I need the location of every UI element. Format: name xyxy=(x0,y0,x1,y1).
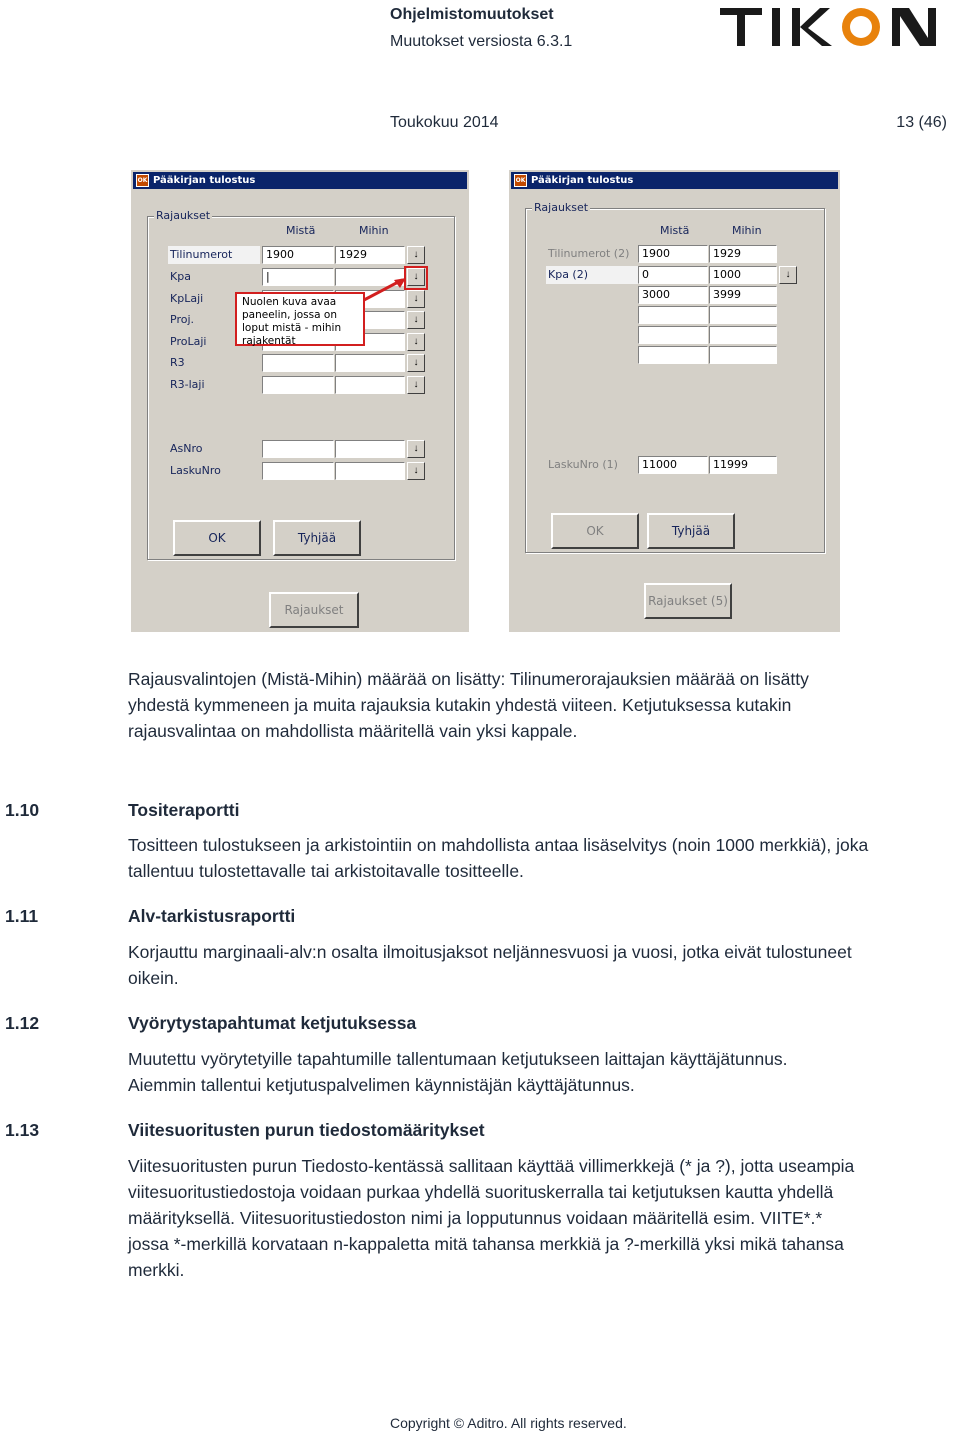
right-from-field[interactable]: 11000 xyxy=(638,456,708,474)
section-text: merkki. xyxy=(128,1260,185,1280)
left-dialog xyxy=(131,170,469,632)
left-to-field[interactable]: 1929 xyxy=(335,246,405,264)
right-row-label xyxy=(546,326,638,344)
right-to-field[interactable]: 3999 xyxy=(709,286,777,304)
expand-arrow-icon[interactable]: ↓ xyxy=(407,440,425,458)
section-number: 1.12 xyxy=(5,1013,40,1033)
left-from-field[interactable] xyxy=(262,354,334,372)
right-dialog-title: Pääkirjan tulostus xyxy=(531,175,634,186)
right-from-field[interactable]: 3000 xyxy=(638,286,708,304)
left-group-label: Rajaukset xyxy=(156,209,211,222)
expand-arrow-icon[interactable]: ↓ xyxy=(407,462,425,480)
right-dialog xyxy=(509,170,840,632)
section-text: Aiemmin tallentui ketjutuspalvelimen käynnistäjän käyttäjätunnus. xyxy=(128,1075,635,1095)
app-icon: OK xyxy=(514,174,527,187)
section-text: Viitesuoritusten purun Tiedosto-kentässä sallitaan käyttää villimerkkejä (* ja ?), jotta useampia xyxy=(128,1156,855,1176)
right-limits-button[interactable]: Rajaukset (5) xyxy=(644,583,732,619)
left-row-label: R3 xyxy=(170,356,185,369)
copyright-footer: Copyright © Aditro. All rights reserved. xyxy=(390,1415,627,1431)
left-to-field[interactable] xyxy=(335,376,405,394)
right-from-field[interactable]: 1900 xyxy=(638,245,708,263)
left-row-label: Tilinumerot xyxy=(168,246,260,264)
callout-arrow xyxy=(360,274,410,304)
expand-arrow-icon[interactable]: ↓ xyxy=(407,268,425,286)
section-title: Viitesuoritusten purun tiedostomääritykset xyxy=(128,1120,485,1140)
left-row-label: LaskuNro xyxy=(170,464,221,477)
document-title: Ohjelmistomuutokset xyxy=(390,6,554,23)
left-ok-button[interactable]: OK xyxy=(173,520,261,556)
intro-line-1: Rajausvalintojen (Mistä-Mihin) määrää on lisätty: Tilinumerorajauksien määrää on lisätty xyxy=(128,669,809,689)
right-from-field[interactable] xyxy=(638,306,708,324)
left-from-field[interactable] xyxy=(262,376,334,394)
right-ok-button[interactable]: OK xyxy=(551,513,639,549)
right-group-label: Rajaukset xyxy=(534,201,589,214)
document-subtitle: Muutokset versiosta 6.3.1 xyxy=(390,33,573,50)
left-from-field[interactable]: 1900 xyxy=(262,246,334,264)
expand-arrow-icon[interactable]: ↓ xyxy=(407,354,425,372)
left-from-field[interactable] xyxy=(262,462,334,480)
right-from-field[interactable] xyxy=(638,346,708,364)
right-clear-button[interactable]: Tyhjää xyxy=(647,513,735,549)
expand-arrow-icon[interactable]: ↓ xyxy=(407,246,425,264)
section-title: Alv-tarkistusraportti xyxy=(128,906,296,926)
left-dialog-title: Pääkirjan tulostus xyxy=(153,175,256,186)
document-date: Toukokuu 2014 xyxy=(390,114,499,131)
left-clear-button[interactable]: Tyhjää xyxy=(273,520,361,556)
expand-arrow-icon[interactable]: ↓ xyxy=(779,266,797,284)
left-col-from: Mistä xyxy=(286,224,316,237)
right-from-field[interactable]: 0 xyxy=(638,266,708,284)
section-number: 1.13 xyxy=(5,1120,40,1140)
section-text: tallentuu tulostettavalle tai arkistoitavalle tositteelle. xyxy=(128,861,524,881)
right-to-field[interactable]: 1929 xyxy=(709,245,777,263)
section-text: jossa *-merkillä korvataan n-kappaletta mitä tahansa merkkiä ja ?-merkillä yksi mikä tahansa xyxy=(128,1234,844,1254)
section-text: Tositteen tulostukseen ja arkistointiin on mahdollista antaa lisäselvitys (noin 1000 merkkiä), joka xyxy=(128,835,869,855)
right-row-label: Tilinumerot (2) xyxy=(548,247,630,260)
left-limits-button[interactable]: Rajaukset xyxy=(269,592,359,628)
left-row-label: R3-laji xyxy=(170,378,205,391)
intro-line-3: rajausvalintaa on mahdollista määritellä vain yksi kappale. xyxy=(128,721,578,741)
right-row-label: LaskuNro (1) xyxy=(548,458,618,471)
section-title: Tositeraportti xyxy=(128,800,240,820)
right-to-field[interactable] xyxy=(709,346,777,364)
left-row-label: KpLaji xyxy=(170,292,204,305)
left-row-label: AsNro xyxy=(170,442,203,455)
callout-note: Nuolen kuva avaa paneelin, jossa on loput mistä - mihin rajakentät xyxy=(235,292,365,346)
expand-arrow-icon[interactable]: ↓ xyxy=(407,290,425,308)
left-row-label: Kpa xyxy=(170,270,191,283)
section-text: määrityksellä. Viitesuoritustiedoston nimi ja lopputunnus voidaan määritellä esim. VIITE*.* xyxy=(128,1208,823,1228)
expand-arrow-icon[interactable]: ↓ xyxy=(407,311,425,329)
expand-arrow-icon[interactable]: ↓ xyxy=(407,333,425,351)
right-to-field[interactable] xyxy=(709,306,777,324)
left-col-to: Mihin xyxy=(359,224,389,237)
left-to-field[interactable] xyxy=(335,354,405,372)
left-from-field[interactable] xyxy=(262,440,334,458)
section-title: Vyörytystapahtumat ketjutuksessa xyxy=(128,1013,417,1033)
left-row-label: Proj. xyxy=(170,313,195,326)
right-row-label xyxy=(546,346,638,364)
section-number: 1.11 xyxy=(5,906,39,926)
section-text: oikein. xyxy=(128,968,179,988)
tikon-logo xyxy=(716,2,944,57)
right-dialog-titlebar xyxy=(511,172,838,189)
left-to-field[interactable] xyxy=(335,462,405,480)
right-row-label: Kpa (2) xyxy=(546,266,638,284)
section-text: Korjauttu marginaali-alv:n osalta ilmoitusjaksot neljännesvuosi ja vuosi, jotka eivät tulostuneet xyxy=(128,942,852,962)
page-number: 13 (46) xyxy=(896,114,947,131)
right-to-field[interactable]: 1000 xyxy=(709,266,777,284)
section-text: Muutettu vyörytetyille tapahtumille tallentumaan ketjutukseen laittajan käyttäjätunnus. xyxy=(128,1049,788,1069)
right-col-to: Mihin xyxy=(732,224,762,237)
intro-line-2: yhdestä kymmeneen ja muita rajauksia kutakin yhdestä viiteen. Ketjutuksessa kutakin xyxy=(128,695,792,715)
section-number: 1.10 xyxy=(5,800,40,820)
left-to-field[interactable] xyxy=(335,440,405,458)
right-row-label xyxy=(546,286,638,304)
left-row-label: ProLaji xyxy=(170,335,207,348)
right-from-field[interactable] xyxy=(638,326,708,344)
section-text: viitesuoritustiedostoja voidaan purkaa yhdellä suorituskerralla tai ketjutuksen kautta yhdellä xyxy=(128,1182,834,1202)
expand-arrow-icon[interactable]: ↓ xyxy=(407,376,425,394)
app-icon: OK xyxy=(136,174,149,187)
right-to-field[interactable]: 11999 xyxy=(709,456,777,474)
right-to-field[interactable] xyxy=(709,326,777,344)
left-dialog-titlebar xyxy=(133,172,467,189)
left-from-field[interactable]: | xyxy=(262,268,334,286)
right-col-from: Mistä xyxy=(660,224,690,237)
right-row-label xyxy=(546,306,638,324)
